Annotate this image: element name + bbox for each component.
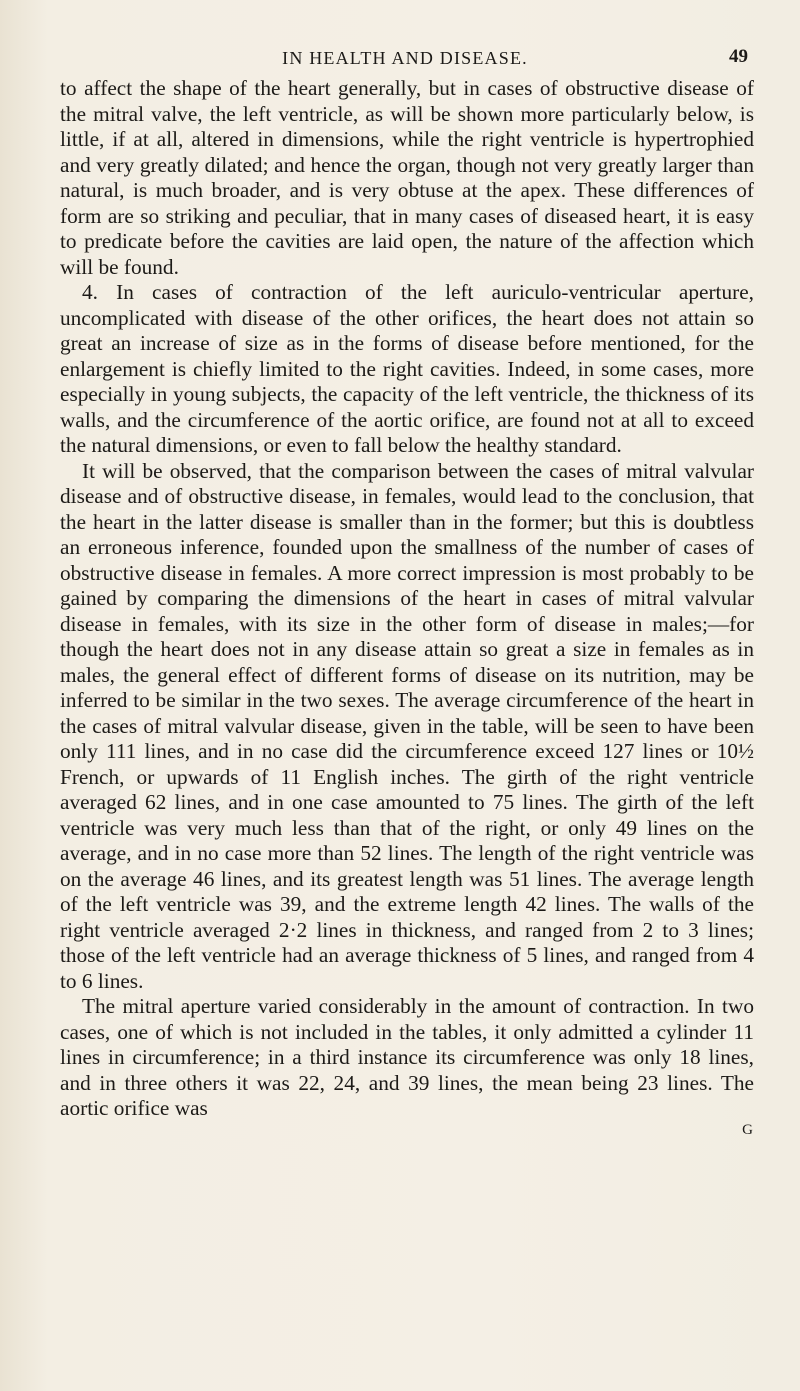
body-text [60,76,754,1122]
signature-mark: G [742,1121,754,1138]
paragraph-section-4: 4. In cases of contraction of the left auriculo-ventricular aperture, uncomplicated with disease of the other orifices, the heart does not attain so great an increase of size as in the forms of disease before mentioned, for the enlargement is chiefly limited to the right cavities. Indeed, in some cases, more especially in young subjects, the capacity of the left ventricle, the thickness of its walls, and the circumference of the aortic orifice, are found not at all to exceed the natural dimensions, or even to fall below the healthy standard. [60,280,754,457]
paragraph-comparison: It will be observed, that the comparison between the cases of mitral valvular disease and of obstructive disease, in females, would lead to the conclusion, that the heart in the latter disease is smaller than in the former; but this is doubtless an erroneous inference, founded upon the smallness of the number of cases of obstructive disease in females. A more correct impression is most probably to be gained by comparing the dimensions of the heart in cases of mitral valvular disease in females, with its size in the other form of disease in males;—for though the heart does not in any disease attain so great a size in females as in males, the general effect of different forms of disease on its nutrition, may be inferred to be similar in the two sexes. The average circumference of the heart in the cases of mitral valvular disease, given in the table, will be seen to have been only 111 lines, and in no case did the circumference exceed 127 lines or 10½ French, or upwards of 11 English inches. The girth of the right ventricle averaged 62 lines, and in one case amounted to 75 lines. The girth of the left ventricle was very much less than that of the right, or only 49 lines on the average, and in no case more than 52 lines. The length of the right ventricle was on the average 46 lines, and its greatest length was 51 lines. The average length of the left ventricle was 39, and the extreme length 42 lines. The walls of the right ventricle averaged 2·2 lines in thickness, and ranged from 2 to 3 lines; those of the left ventricle had an average thickness of 5 lines, and ranged from 4 to 6 lines. [60,458,754,993]
running-head [60,20,750,70]
paragraph-mitral-aperture: The mitral aperture varied considerably in the amount of contraction. In two cases, one of which is not included in the tables, it only admitted a cylinder 11 lines in circumference; in a third instance its circumference was only 18 lines, and in three others it was 22, 24, and 39 lines, the mean being 23 lines. The aortic orifice was [60,994,754,1120]
page-number: 49 [729,46,748,67]
paragraph-continued: to affect the shape of the heart generally, but in cases of obstructive disease of the mitral valve, the left ventricle, as will be shown more particularly below, is little, if at all, altered in dimensions, while the right ventricle is hypertrophied and very greatly dilated; and hence the organ, though not very greatly larger than natural, is much broader, and is very obtuse at the apex. These differences of form are so striking and peculiar, that in many cases of diseased heart, it is easy to predicate before the cavities are laid open, the nature of the affection which will be found. [60,76,754,279]
running-title: IN HEALTH AND DISEASE. [282,48,528,68]
